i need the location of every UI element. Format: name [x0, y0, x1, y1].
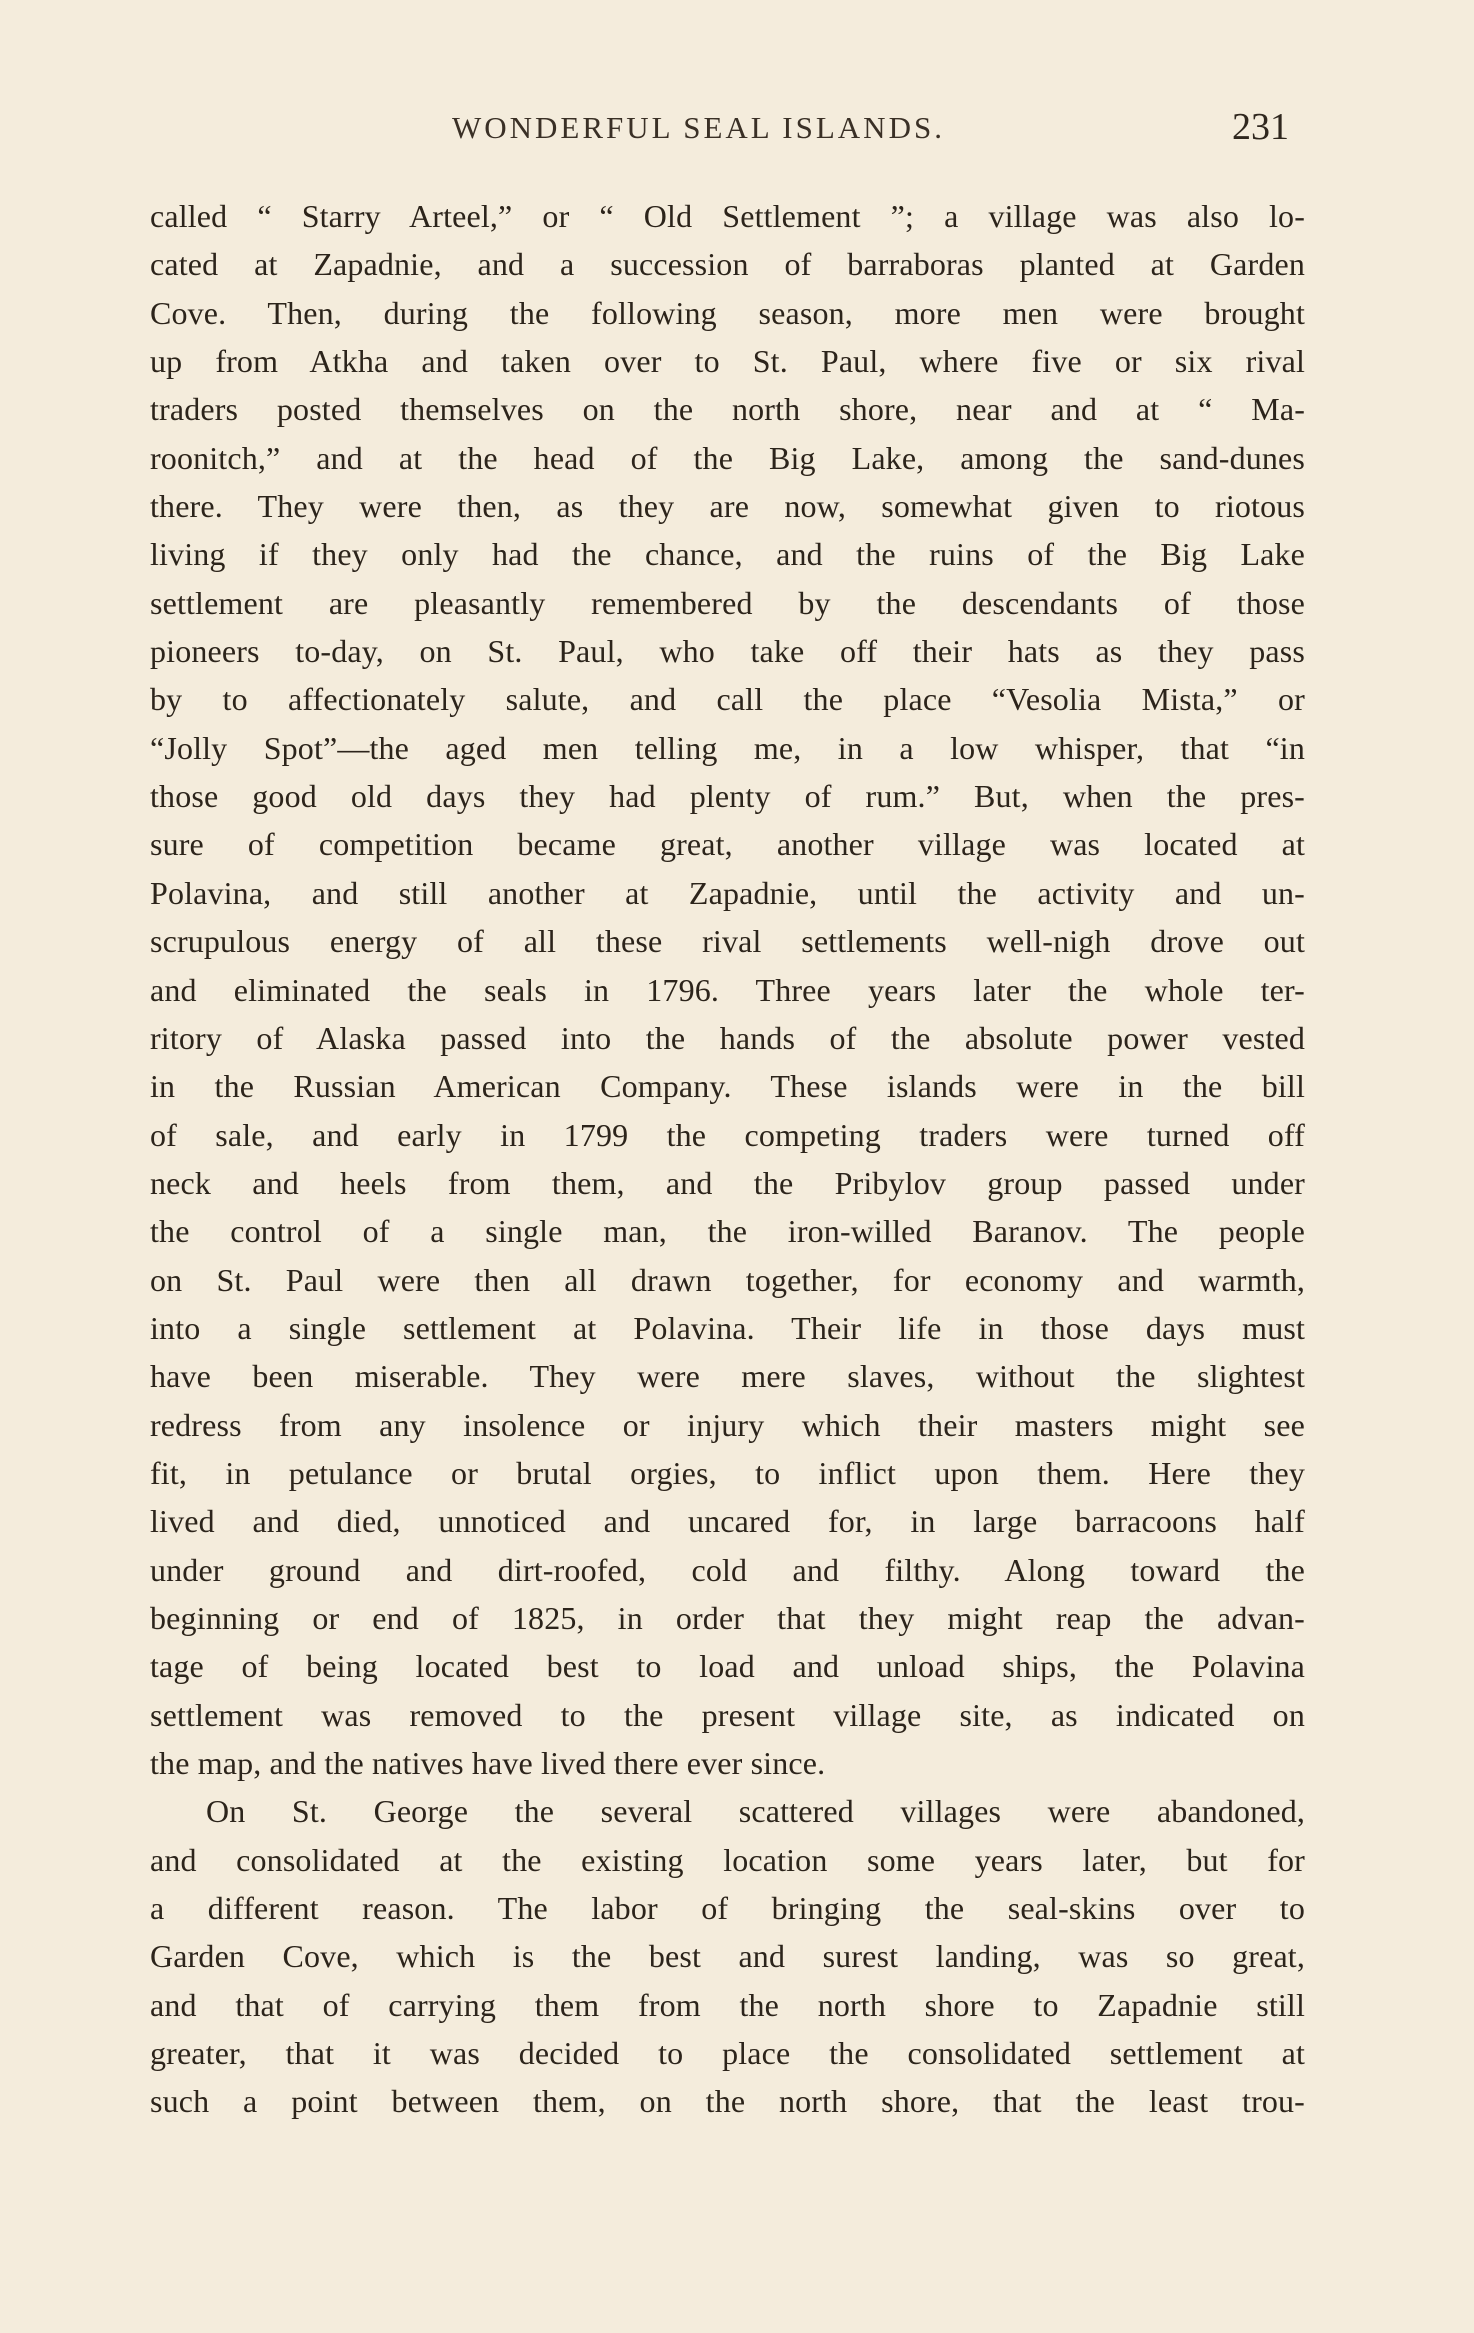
text-line: ritory of Alaska passed into the hands of the absolute power vested [150, 1019, 1305, 1056]
running-title: WONDERFUL SEAL ISLANDS. [452, 110, 945, 145]
text-line: called “ Starry Arteel,” or “ Old Settlement ”; a village was also lo- [150, 198, 1305, 234]
text-line: settlement are pleasantly remembered by the descendants of those [150, 584, 1305, 621]
text-line: Garden Cove, which is the best and surest landing, was so great, [150, 1938, 1305, 1975]
text-line: neck and heels from them, and the Pribylov group passed under [150, 1164, 1305, 1201]
text-line: and eliminated the seals in 1796. Three years later the whole ter- [150, 971, 1305, 1008]
text-line: tage of being located best to load and unload ships, the Polavina [150, 1648, 1305, 1685]
text-line: there. They were then, as they are now, somewhat given to riotous [150, 488, 1305, 525]
body-text [150, 192, 1305, 2126]
text-line: roonitch,” and at the head of the Big Lake, among the sand-dunes [150, 439, 1305, 476]
text-line: under ground and dirt-roofed, cold and filthy. Along toward the [150, 1551, 1305, 1588]
text-line: lived and died, unnoticed and uncared for, in large barracoons half [150, 1503, 1305, 1540]
text-line: On St. George the several scattered villages were abandoned, [206, 1793, 1305, 1830]
text-line: of sale, and early in 1799 the competing traders were turned off [150, 1116, 1305, 1153]
text-line: sure of competition became great, another village was located at [150, 826, 1305, 863]
text-line: cated at Zapadnie, and a succession of barraboras planted at Garden [150, 246, 1305, 283]
text-line: beginning or end of 1825, in order that they might reap the advan- [150, 1599, 1305, 1636]
text-line: and that of carrying them from the north shore to Zapadnie still [150, 1986, 1305, 2023]
text-line: and consolidated at the existing location some years later, but for [150, 1841, 1305, 1878]
text-line: traders posted themselves on the north shore, near and at “ Ma- [150, 391, 1305, 428]
text-line: the map, and the natives have lived there ever since. [150, 1745, 826, 1781]
text-line: by to affectionately salute, and call the place “Vesolia Mista,” or [150, 681, 1305, 718]
text-line: greater, that it was decided to place the consolidated settlement at [150, 2035, 1305, 2072]
text-line: on St. Paul were then all drawn together, for economy and warmth, [150, 1261, 1305, 1298]
text-line: those good old days they had plenty of rum.” But, when the pres- [150, 778, 1305, 815]
text-line: redress from any insolence or injury which their masters might see [150, 1406, 1305, 1443]
text-line: in the Russian American Company. These islands were in the bill [150, 1068, 1305, 1105]
text-line: have been miserable. They were mere slaves, without the slightest [150, 1358, 1305, 1395]
text-line: living if they only had the chance, and the ruins of the Big Lake [150, 536, 1305, 573]
text-line: Cove. Then, during the following season, more men were brought [150, 294, 1305, 331]
text-line: fit, in petulance or brutal orgies, to inflict upon them. Here they [150, 1454, 1305, 1491]
text-line: up from Atkha and taken over to St. Paul, where five or six rival [150, 343, 1305, 380]
text-line: a different reason. The labor of bringing the seal-skins over to [150, 1890, 1305, 1927]
text-line: pioneers to-day, on St. Paul, who take off their hats as they pass [150, 633, 1305, 670]
text-line: the control of a single man, the iron-willed Baranov. The people [150, 1213, 1305, 1250]
page-number: 231 [1232, 106, 1289, 148]
text-line: Polavina, and still another at Zapadnie, until the activity and un- [150, 874, 1305, 911]
text-line: settlement was removed to the present village site, as indicated on [150, 1696, 1305, 1733]
text-line: into a single settlement at Polavina. Their life in those days must [150, 1309, 1305, 1346]
text-line: “Jolly Spot”—the aged men telling me, in a low whisper, that “in [150, 729, 1305, 766]
text-line: scrupulous energy of all these rival settlements well-nigh drove out [150, 923, 1305, 960]
text-line: such a point between them, on the north shore, that the least trou- [150, 2083, 1305, 2120]
